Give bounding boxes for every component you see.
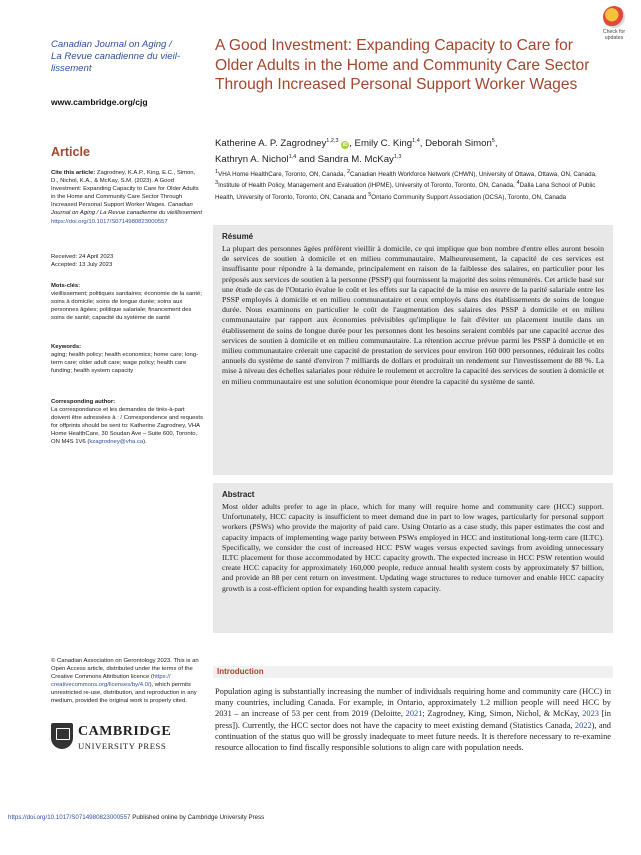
author-name[interactable]: Kathryn A. Nichol	[215, 153, 289, 165]
journal-name: Canadian Journal on Aging / La Revue canadienne du vieil- lissement	[51, 39, 181, 74]
article-type: Article	[51, 145, 90, 159]
introduction-paragraph: Population aging is substantially increasing the number of individuals requiring home and community care (HCC) in many countries, including Canada. For example, in Ontario, approximately 1.2 million people will need HCC by 2031 – an increase of 53 per cent from 2019 (Deloitte, 2021; Zagrodney, King, Simon, Nichol, & McKay, 2023 [in press]). Currently, the HCC sector does not have the capacity to meet existing demand (Statistics Canada, 2022), and continuation of the status quo will be grossly inadequate to meet future needs. It is therefore necessary to re-examine resource allocation to find fiscally responsible solutions to align care with population needs.	[215, 687, 611, 753]
copyright-notice: © Canadian Association on Gerontology 2023. This is an Open Access article, distributed under the terms of the Creative Commons Attribution licence (https:// creativecommons.org/licenses/by/4.0/), which permits unrestricted re-use, distribution, and reproduction in any medium, provided the original work is properly cited.	[51, 658, 199, 705]
mots-cles-block: Mots-clés: vieillissement; politiques sanitaires; économie de la santé; soins à domicile; soins de longue durée; soins aux personnes âgées; politique salariale; financement des soins de santé; capacité du système de santé	[51, 283, 202, 322]
publisher-press: UNIVERSITY PRESS	[78, 741, 167, 751]
cambridge-shield-icon	[51, 723, 73, 749]
section-heading-bar	[213, 666, 613, 678]
reference-link[interactable]: 2022	[574, 720, 592, 730]
citation-block: Cite this article: Zagrodney, K.A.P., King, E.C., Simon, D., Nichol, K.A., & McKay, S.M. (2023). A Good Investment: Expanding Capacity to Care for Older Adults in the Home and Community Care Sector Through Increased Personal Support Worker Wages. Canadian Journal on Aging / La Revue canadienne du vieillissement https://doi.org/10.1017/S0714980823000557	[51, 170, 203, 225]
corresponding-author-block: Corresponding author: La correspondance et les demandes de tirés-à-part doivent être adressées à : / Correspondence and requests for offprints should be sent to: Katherine Zagrodney, VHA Home HealthCare, 30 Soudan Ave – Suite 600, Toronto, ON M4S 1V6 (kzagrodney@vha.ca).	[51, 399, 203, 446]
author-list: Katherine A. P. Zagrodney$^{1,2,3}$ iD , Emily C. King$^{1,4}$, Deborah Simon$^5$, Kathryn A. Nichol$^{1,4}$ and Sandra M. McKay$^{1,3}$	[215, 138, 498, 165]
badge-label: Check for updates	[602, 29, 626, 41]
author-name[interactable]: Deborah Simon	[425, 138, 492, 150]
abstract-body: Most older adults prefer to age in place, which for many will require home and community care (HCC) support. Unfortunately, HCC capacity is insufficient to meet demand due in part to low wages, particularly for personal support workers (PSWs) who provide the majority of paid care. Using Ontario as a case study, this paper estimates the cost and capacity impacts of implementing wage parity between PSWs employed in HCC and institutional long-term care (ILTC). Specifically, we consider the cost of increased HCC PSW wages versus expected savings from avoiding unnecessary ILTC placement for those accommodated by HCC capacity growth. The expected increase in HCC PSW retention would create HCC capacity for approximately 160,000 people, reduce annual health system costs by approximately $7 billion, and provide an 88 per cent return on investment. Updating wage structures to reduce turnover and enable HCC capacity growth is a cost-efficient option for expanding health system capacity.	[222, 502, 604, 593]
author-name[interactable]: Katherine A. P. Zagrodney	[215, 138, 327, 150]
reference-link[interactable]: 2021	[405, 709, 423, 719]
resume-heading: Résumé	[222, 232, 254, 241]
abstract-box	[213, 483, 613, 633]
page-footer: https://doi.org/10.1017/S0714980823000557 Published online by Cambridge University Press	[8, 814, 265, 821]
license-link[interactable]: https:// creativecommons.org/licenses/by/4.0/	[51, 674, 171, 689]
publisher-logo	[51, 721, 201, 757]
orcid-icon[interactable]: iD	[342, 142, 348, 149]
journal-website[interactable]: www.cambridge.org/cjg	[51, 97, 148, 107]
crossmark-icon	[603, 6, 625, 28]
citation-doi-link[interactable]: https://doi.org/10.1017/S0714980823000557	[51, 218, 168, 225]
resume-body: La plupart des personnes âgées préfèrent vieillir à domicile, ce qui implique que bon nombre d'entre elles auront besoin de services de soutien à domicile et en milieu communautaire. Malheureusement, la capacité de ces services est insuffisante pour répondre à la demande, principalement en raison de la faiblesse des salaires, en particulier pour les préposés aux services de soutien à la personne (PSSP) qui fournissent la majorité des soins rémunérés. Cet article basé sur une étude de cas de l'Ontario évalue le coût et les effets sur la capacité de la mise en œuvre de la parité salariale entre les PSSP employés à domicile et en milieu communautaire et ceux employés dans des établissements de soins de longue durée. Nous examinons en particulier le coût de l'augmentation des salaires des PSSP à domicile et en milieu communautaire par rapport aux économies prévisibles qu'implique le fait d'éviter un placement inutile dans un établissement de soins de longue durée pour les personnes dont les besoins seraient comblés par une capacité accrue des services de soutien à domicile et en milieu communautaire. La rétention accrue prévue parmi les PSSP à domicile et en milieu communautaire créerait une capacité de prestation de services pour environ 160 000 personnes, réduirait les coûts annuels du système de santé d'environ 7 milliards de dollars et produirait un rendement sur l'investissement de 88 %. La mise à niveau des échelles salariales pour réduire le roulement et accroître la capacité des services de soutien à domicile et en milieu communautaire est une solution économique pour étendre la capacité du système de santé.	[222, 244, 604, 386]
dates-block: Received: 24 April 2023 Accepted: 13 July 2023	[51, 254, 114, 269]
abstract-heading: Abstract	[222, 490, 255, 499]
keywords-block: Keywords: aging; health policy; health economics; home care; long-term care; older adult care; wage policy; health care funding; health system capacity	[51, 344, 199, 375]
publisher-name: CAMBRIDGE	[78, 724, 172, 739]
author-name[interactable]: Sandra M. McKay	[317, 153, 394, 165]
article-title: A Good Investment: Expanding Capacity to Care for Older Adults in the Home and Community Care Sector Through Increased Personal Support Worker Wages	[215, 37, 590, 94]
resume-box	[213, 225, 613, 475]
author-name[interactable]: Emily C. King	[354, 138, 413, 150]
affiliations: $^1$VHA Home HealthCare, Toronto, ON, Canada, $^2$Canadian Health Workforce Network (CHWN), University of Ottawa, Ottawa, ON, Canada, $^3$Institute of Health Policy, Management and Evaluation (IHPME), University of Toronto, Toronto, ON, Canada, $^4$Dalla Lana School of Public Health, University of Toronto, Toronto, ON, Canada and $^5$Ontario Community Support Association (OCSA), Toronto, ON, Canada	[215, 169, 597, 201]
reference-link[interactable]: 2023	[582, 709, 599, 719]
check-for-updates-badge[interactable]	[596, 6, 632, 42]
author-email-link[interactable]: kzagrodney@vha.ca	[89, 439, 144, 446]
introduction-heading: Introduction	[217, 667, 264, 676]
footer-doi-link[interactable]: https://doi.org/10.1017/S0714980823000557	[8, 814, 131, 821]
